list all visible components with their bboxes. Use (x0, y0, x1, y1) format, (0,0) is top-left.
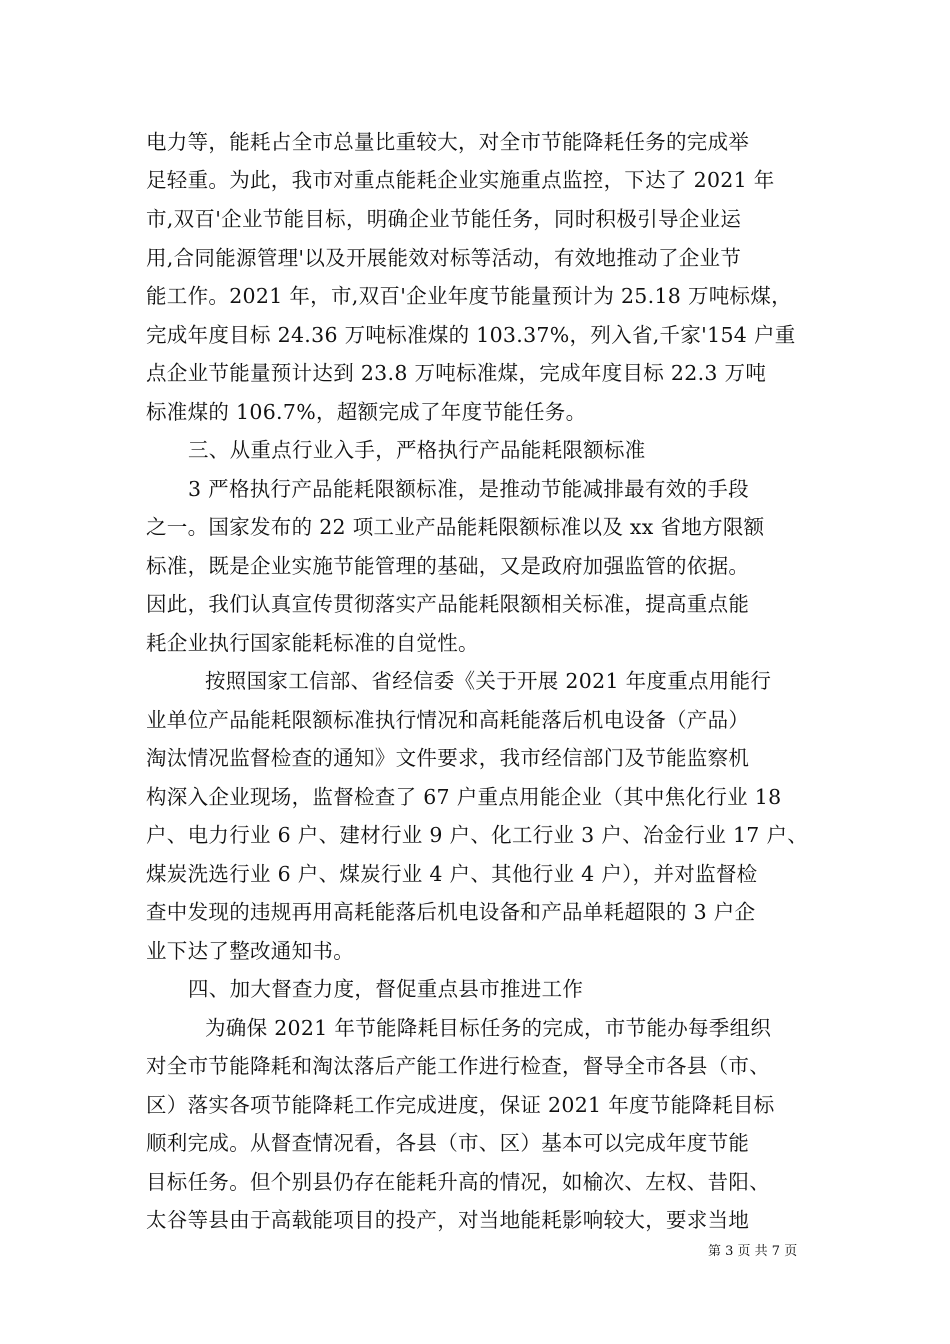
body-text-line: 煤炭洗选行业 6 户、煤炭行业 4 户、其他行业 4 户），并对监督检 (146, 862, 758, 886)
body-text-line: 业单位产品能耗限额标准执行情况和高耗能落后机电设备（产品） (146, 708, 750, 732)
body-text-line: 完成年度目标 24.36 万吨标准煤的 103.37%，列入省,千家'154 户重 (146, 323, 796, 347)
body-text-line: 足轻重。为此，我市对重点能耗企业实施重点监控，下达了 2021 年 (146, 168, 775, 192)
body-text-line: 目标任务。但个别县仍存在能耗升高的情况，如榆次、左权、昔阳、 (146, 1170, 770, 1194)
body-text-line: 能工作。2021 年，市,双百'企业年度节能量预计为 25.18 万吨标煤， (146, 284, 792, 308)
body-text-line: 标准煤的 106.7%，超额完成了年度节能任务。 (146, 400, 587, 424)
body-text-line: 查中发现的违规再用高耗能落后机电设备和产品单耗超限的 3 户企 (146, 900, 756, 924)
body-text-line: 为确保 2021 年节能降耗目标任务的完成，市节能办每季组织 (205, 1016, 772, 1040)
body-text-line: 业下达了整改通知书。 (146, 939, 354, 963)
section-heading-3: 三、从重点行业入手，严格执行产品能耗限额标准 (188, 438, 646, 462)
body-text-line: 淘汰情况监督检查的通知》文件要求，我市经信部门及节能监察机 (146, 746, 750, 770)
body-text-line: 区）落实各项节能降耗工作完成进度，保证 2021 年度节能降耗目标 (146, 1093, 775, 1117)
body-text-line: 电力等，能耗占全市总量比重较大，对全市节能降耗任务的完成举 (146, 130, 750, 154)
body-text-line: 市,双百'企业节能目标，明确企业节能任务，同时积极引导企业运 (146, 207, 742, 231)
body-text-line: 按照国家工信部、省经信委《关于开展 2021 年度重点用能行 (205, 669, 772, 693)
body-text-line: 点企业节能量预计达到 23.8 万吨标准煤，完成年度目标 22.3 万吨 (146, 361, 767, 385)
body-text-line: 3 严格执行产品能耗限额标准，是推动节能减排最有效的手段 (188, 477, 749, 501)
body-text-line: 用,合同能源管理'以及开展能效对标等活动，有效地推动了企业节 (146, 246, 742, 270)
body-text-line: 构深入企业现场，监督检查了 67 户重点用能企业（其中焦化行业 18 (146, 785, 782, 809)
body-text-line: 对全市节能降耗和淘汰落后产能工作进行检查，督导全市各县（市、 (146, 1054, 770, 1078)
body-text-line: 因此，我们认真宣传贯彻落实产品能耗限额相关标准，提高重点能 (146, 592, 750, 616)
body-text-line: 户、电力行业 6 户、建材行业 9 户、化工行业 3 户、冶金行业 17 户、 (146, 823, 809, 847)
body-text-line: 标准，既是企业实施节能管理的基础，又是政府加强监管的依据。 (146, 554, 750, 578)
body-text-line: 顺利完成。从督查情况看，各县（市、区）基本可以完成年度节能 (146, 1131, 750, 1155)
page-number-footer: 第 3 页 共 7 页 (708, 1244, 798, 1259)
section-heading-4: 四、加大督查力度，督促重点县市推进工作 (188, 977, 584, 1001)
body-text-line: 太谷等县由于高载能项目的投产，对当地能耗影响较大，要求当地 (146, 1208, 750, 1232)
body-text-line: 之一。国家发布的 22 项工业产品能耗限额标准以及 xx 省地方限额 (146, 515, 765, 539)
body-text-line: 耗企业执行国家能耗标准的自觉性。 (146, 631, 479, 655)
